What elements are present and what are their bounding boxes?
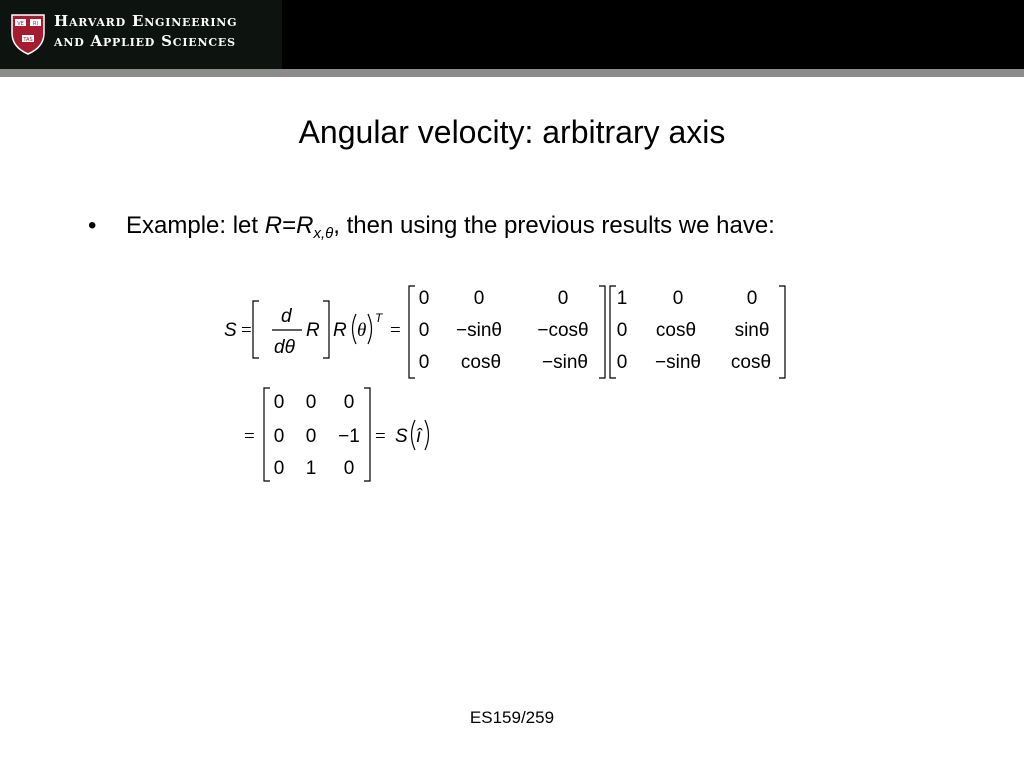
operand-r: R xyxy=(306,320,320,341)
matrix-a-cell: 0 xyxy=(473,288,485,309)
matrix-a-cell: 0 xyxy=(418,320,430,341)
rtheta-theta: θ xyxy=(357,320,367,341)
matrix-a-cell: cosθ xyxy=(460,352,502,373)
matrix-b-cell: 0 xyxy=(672,288,684,309)
matrix-b-cell: cosθ xyxy=(730,352,772,373)
transpose-t: T xyxy=(375,311,383,325)
bracket-right-matrix-b xyxy=(779,286,785,378)
bracket-right-frac xyxy=(323,301,329,358)
bullet-suffix: , then using the previous results we have: xyxy=(333,212,775,239)
shield-mark-2: RI xyxy=(33,20,38,27)
result-cell: 0 xyxy=(343,458,355,479)
result-cell: 0 xyxy=(273,426,285,447)
footer-course: ES159/259 xyxy=(469,708,555,727)
equals-2: = xyxy=(390,320,401,341)
slide-title: Angular velocity: arbitrary axis xyxy=(298,114,726,150)
frac-denominator: dθ xyxy=(274,337,295,358)
shield-mark-3: TAS xyxy=(23,36,33,43)
matrix-a-cell: 0 xyxy=(418,352,430,373)
rtheta-r: R xyxy=(333,320,347,341)
matrix-b-cell: 0 xyxy=(616,352,628,373)
result-cell: 1 xyxy=(305,458,317,479)
bracket-left-matrix-b xyxy=(610,286,616,378)
result-cell: 0 xyxy=(305,426,317,447)
bracket-right-result xyxy=(364,388,370,481)
matrix-b-cell: 0 xyxy=(616,320,628,341)
matrix-b-cell: 1 xyxy=(616,288,628,309)
equals-3: = xyxy=(244,426,255,447)
paren-left-ihat xyxy=(412,420,416,450)
equals-1: = xyxy=(241,320,252,341)
paren-right-ihat xyxy=(425,420,429,450)
bullet-var-r2: R xyxy=(296,212,314,239)
result-cell: −1 xyxy=(338,426,360,447)
bracket-left-frac xyxy=(253,301,259,358)
brand-line-2: and Applied Sciences xyxy=(54,32,236,50)
result-cell: 0 xyxy=(343,392,355,413)
matrix-a-cell: 0 xyxy=(557,288,569,309)
matrix-a-cell: 0 xyxy=(418,288,430,309)
frac-numerator: d xyxy=(281,306,292,327)
equals-4: = xyxy=(375,426,386,447)
bracket-right-matrix-a xyxy=(599,286,605,378)
bracket-left-result xyxy=(264,388,270,481)
ihat: î xyxy=(416,426,422,447)
shield-mark-1: VE xyxy=(17,20,24,27)
result-cell: 0 xyxy=(273,392,285,413)
paren-right-theta xyxy=(368,314,372,344)
bullet-var-r: R xyxy=(264,212,283,239)
result-s: S xyxy=(395,426,408,447)
matrix-a-cell: −sinθ xyxy=(456,320,502,341)
paren-left-theta xyxy=(353,314,357,344)
bullet-subscript: x,θ xyxy=(313,225,334,242)
bullet-equals: = xyxy=(282,212,297,239)
bullet-marker: • xyxy=(88,212,97,239)
matrix-b-cell: sinθ xyxy=(734,320,770,341)
matrix-b-cell: −sinθ xyxy=(655,352,701,373)
matrix-a-cell: −cosθ xyxy=(537,320,589,341)
matrix-b-cell: 0 xyxy=(746,288,758,309)
result-cell: 0 xyxy=(273,458,285,479)
matrix-a-cell: −sinθ xyxy=(542,352,588,373)
lhs-s: S xyxy=(224,320,237,341)
matrix-b-cell: cosθ xyxy=(655,320,697,341)
bracket-left-matrix-a xyxy=(409,286,415,378)
bullet-prefix: Example: let xyxy=(126,212,265,239)
result-cell: 0 xyxy=(305,392,317,413)
brand-line-1: Harvard Engineering xyxy=(54,12,238,30)
